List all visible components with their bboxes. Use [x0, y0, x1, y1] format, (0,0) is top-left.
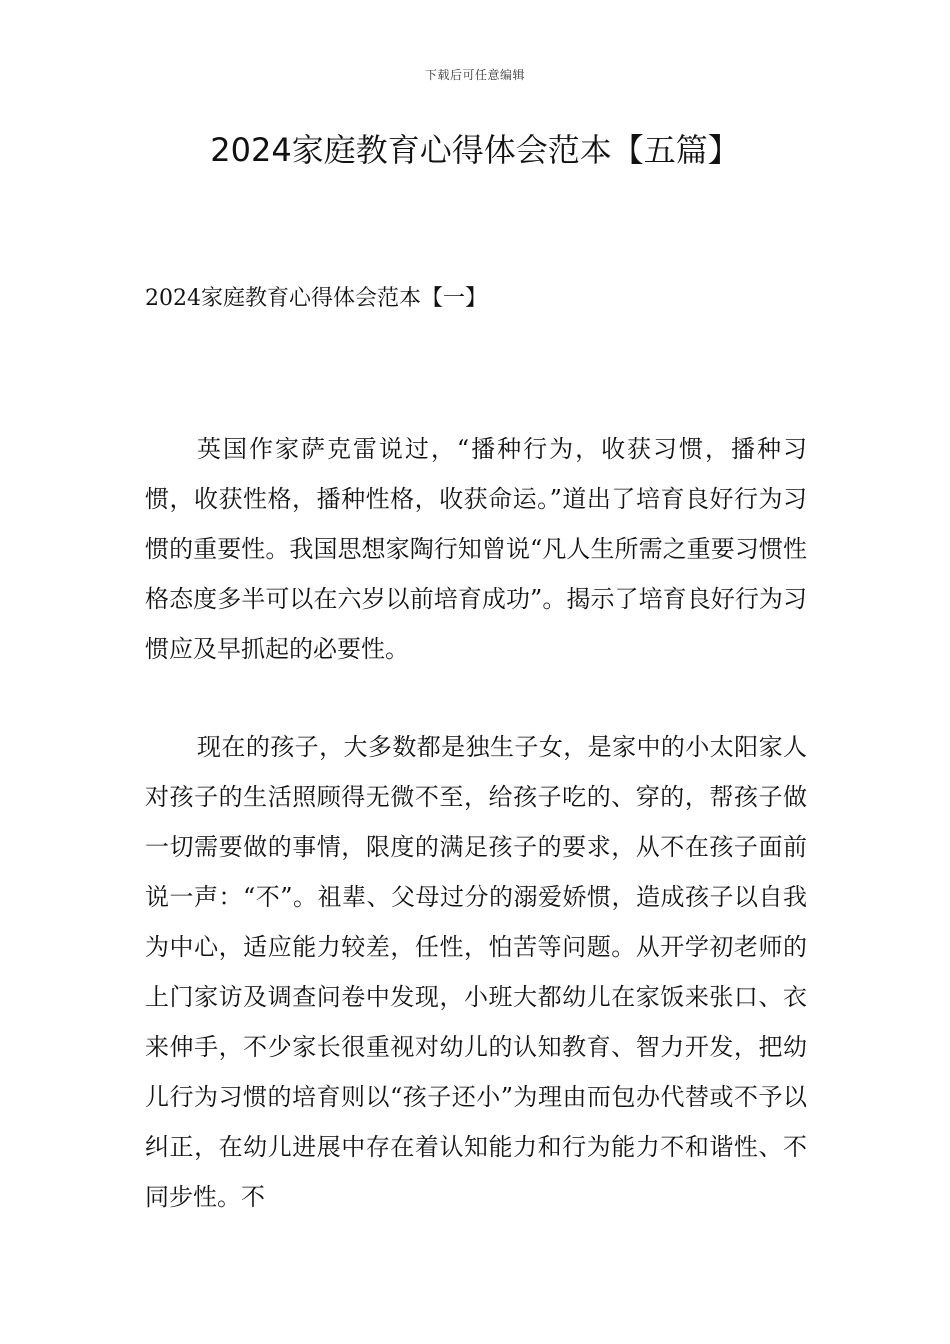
- document-title: 2024家庭教育心得体会范本【五篇】: [210, 131, 740, 169]
- paragraph-1: 英国作家萨克雷说过，“播种行为，收获习惯，播种习惯，收获性格，播种性格，收获命运。”道出了培育良好行为习惯的重要性。我国思想家陶行知曾说“凡人生所需之重要习惯性格态度多半可以在六岁以前培育成功”。揭示了培育良好行为习惯应及早抓起的必要性。: [145, 435, 807, 663]
- header-note: 下载后可任意编辑: [424, 68, 525, 82]
- paragraph-2: 现在的孩子，大多数都是独生子女，是家中的小太阳家人对孩子的生活照顾得无微不至，给孩子吃的、穿的，帮孩子做一切需要做的事情，限度的满足孩子的要求，从不在孩子面前说一声：“不”。祖辈、父母过分的溺爱娇惯，造成孩子以自我为中心，适应能力较差，任性，怕苦等问题。从开学初老师的上门家访及调查问卷中发现，小班大都幼儿在家饭来张口、衣来伸手，不少家长很重视对幼儿的认知教育、智力开发，把幼儿行为习惯的培育则以“孩子还小”为理由而包办代替或不予以纠正，在幼儿进展中存在着认知能力和行为能力不和谐性、不同步性。不: [145, 733, 807, 1211]
- section-title: 2024家庭教育心得体会范本【一】: [145, 286, 487, 311]
